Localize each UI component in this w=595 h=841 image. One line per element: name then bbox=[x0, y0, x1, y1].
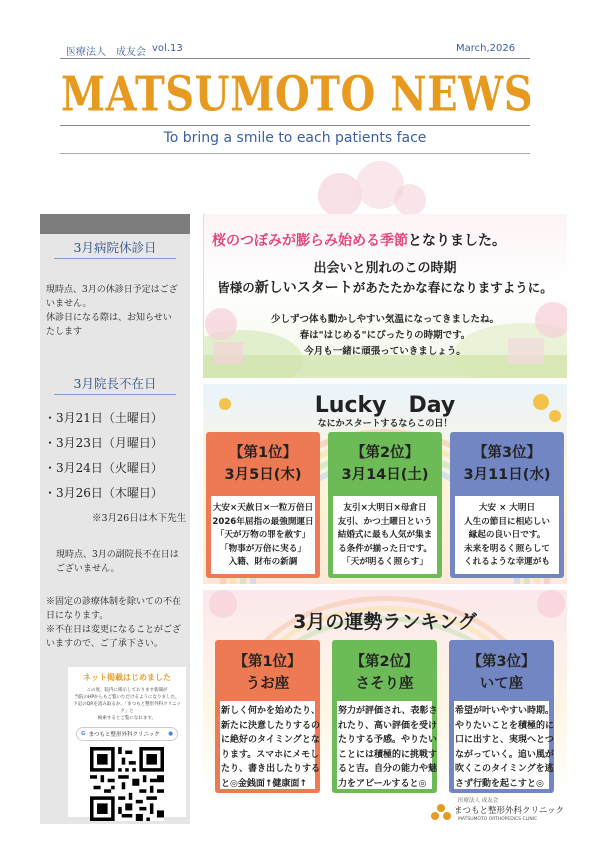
lucky-date: 3月11日(水) bbox=[463, 467, 551, 483]
lucky-day-subtitle: なにかスタートするならこの日！ bbox=[317, 419, 453, 429]
logo-name: まつもと整形外科クリニック bbox=[454, 806, 564, 816]
absence-note: ※3月26日は木下先生 bbox=[92, 513, 187, 524]
fortune-sign: さそり座 bbox=[355, 676, 414, 692]
fortune-sign: うお座 bbox=[245, 676, 290, 692]
lucky-desc: 友引×大明日×母倉日 友引、かつ土曜日という 結婚式に最も人気が集ま る条件が揃った日です。 「天が明るく照らす」 bbox=[337, 503, 433, 567]
intro-line2: 出会いと別れのこの時期 bbox=[313, 261, 457, 276]
lucky-day-title: Lucky Day bbox=[314, 393, 456, 418]
header-rule-mid bbox=[60, 125, 530, 126]
lucky-desc: 大安×天赦日×一粒万倍日 2026年屈指の最強開運日 「天が万物の罪を赦す」 「物事が万倍に実る」 入籍、財布の新調 bbox=[212, 503, 314, 567]
ad-title: ネット掲載はじめました bbox=[83, 673, 171, 682]
vice-director-text: 現時点、3月の副院長不在日は ございません。 bbox=[56, 550, 179, 574]
qr-code-icon[interactable] bbox=[90, 747, 164, 821]
header-rule-top bbox=[60, 58, 530, 59]
absence-date: ・3月23日（月曜日） bbox=[44, 436, 163, 450]
notice-text: ※固定の診療体制を除いての不在 日になります。 ※不在日は変更になることがござ いますので、ご了承下さい。 bbox=[46, 597, 182, 649]
lucky-desc: 大安 × 大明日 人生の節目に相応しい 縁起の良い日です。 未来を明るく照らして くれるような幸運がも bbox=[464, 503, 550, 567]
intro-line3: 皆様の新しいスタートがあたたかな春になりますように。 bbox=[217, 280, 553, 296]
fortune-sign: いて座 bbox=[479, 676, 524, 692]
closed-days-heading: 3月病院休診日 bbox=[73, 240, 157, 255]
fortune-desc: 新しく何かを始めたり、 新たに決意したりするの に絶好のタイミングとな ります。スマホにメモし たり、書き出したりする と◎金銭面↑健康面↑ bbox=[221, 706, 321, 789]
newsletter-title: MATSUMOTO NEWS bbox=[60, 66, 534, 123]
divider bbox=[54, 258, 176, 259]
intro-body: 少しずつ体も動かしやすい気温になってきましたね。 春は"はじめる"にぴったりの時期です。 今月も一緒に頑張っていきましょう。 bbox=[270, 314, 499, 357]
fortune-desc: 希望が叶いやすい時期。 やりたいことを積極的に 口に出すと、実現へとつ ながっていく。追い風が 吹くこのタイミングを逃 さず行動を起こすと◎ bbox=[455, 706, 555, 789]
volume-label: vol.13 bbox=[152, 43, 183, 54]
microphone-icon: ● bbox=[168, 731, 173, 737]
issue-date: March,2026 bbox=[456, 43, 516, 54]
fortune-desc: 努力が評価され、表彰さ れたり、高い評価を受け たりする予感。やりたい ことには積極的に挑戦す ると吉。自分の能力や魅 力をアピールすると◎ bbox=[338, 706, 438, 789]
fortune-rank: 【第2位】 bbox=[350, 654, 419, 670]
logo-small: 医療法人 成友会 bbox=[458, 798, 499, 804]
search-box[interactable]: G まつもと整形外科クリニック ● bbox=[76, 727, 178, 741]
fortune-title: 3月の運勢ランキング bbox=[293, 611, 477, 633]
lucky-rank: 【第2位】 bbox=[350, 445, 420, 461]
closed-days-text: 現時点、3月の休診日予定はござ いません。 休診日になる際は、お知らせい たします bbox=[46, 285, 178, 337]
org-name: 医療法人 成友会 bbox=[66, 47, 146, 58]
absence-date: ・3月24日（火曜日） bbox=[44, 461, 163, 475]
fortune-rank: 【第1位】 bbox=[233, 654, 302, 670]
clinic-logo bbox=[430, 796, 570, 828]
logo-english: MATSUMOTO ORTHOPEDICS CLINIC bbox=[458, 817, 538, 822]
divider bbox=[54, 394, 176, 395]
header-rule-bottom bbox=[60, 153, 530, 154]
web-publication-ad bbox=[68, 667, 186, 817]
absence-date: ・3月21日（土曜日） bbox=[44, 411, 163, 425]
lucky-rank: 【第3位】 bbox=[472, 445, 542, 461]
ad-text: この度、院内に掲示しております新聞が 当院のHPからもご覧いただけるようになりました。 下記のQRを読み取るか、「まつもと整形外科クリニック」と 検索するとご覧になれます。 bbox=[73, 688, 181, 721]
lucky-rank: 【第1位】 bbox=[228, 445, 298, 461]
sakura-decoration-icon bbox=[300, 160, 440, 220]
tagline: To bring a smile to each patients face bbox=[163, 130, 427, 146]
fortune-rank: 【第3位】 bbox=[467, 654, 536, 670]
absence-heading: 3月院長不在日 bbox=[73, 376, 157, 391]
intro-headline: 桜のつぼみが膨らみ始める季節となりました。 bbox=[212, 233, 506, 249]
clinic-logo-icon bbox=[430, 802, 452, 824]
lucky-date: 3月5日(木) bbox=[224, 467, 302, 483]
absence-date: ・3月26日（木曜日） bbox=[44, 486, 163, 500]
google-g-icon: G bbox=[81, 731, 86, 737]
lucky-date: 3月14日(土) bbox=[341, 467, 429, 483]
